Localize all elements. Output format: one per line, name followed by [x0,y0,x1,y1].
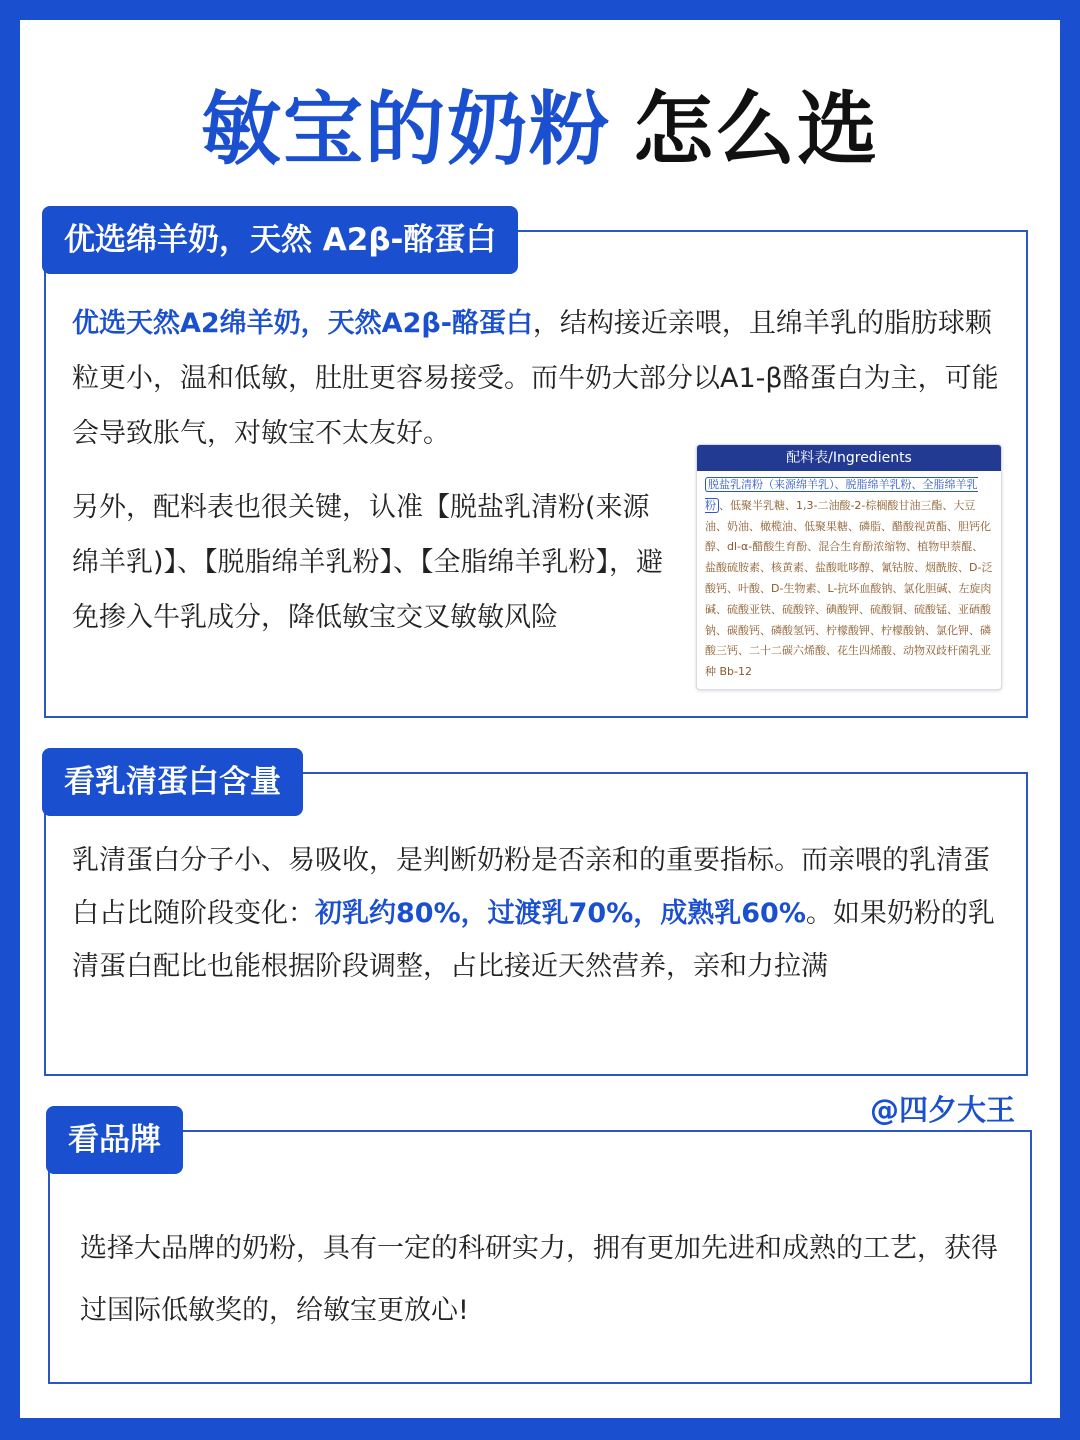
section-sheep-milk-paragraph-1 [72,296,1002,461]
title-dark-part: 怎么选 [633,83,879,176]
whey-highlight: 初乳约80%，过渡乳70%，成熟乳60% [315,898,806,929]
ingredients-list [697,471,1001,687]
section-whey-protein-paragraph [72,834,1004,993]
page-title [20,80,1060,180]
section-whey-protein-tab: 看乳清蛋白含量 [42,748,303,816]
ingredients-rest: 、低聚半乳糖、1,3-二油酸-2-棕榈酸甘油三酯、大豆油、奶油、橄榄油、低聚果糖、磷脂、醋酸视黄酯、胆钙化醇、dl-α-醋酸生育酚、混合生育酚浓缩物、植物甲萘醌、盐酸硫胺素、核黄素、盐酸吡哆醇、氰钴胺、烟酰胺、D-泛酸钙、叶酸、D-生物素、L-抗坏血酸钠、氯化胆碱、左旋肉碱、硫酸亚铁、硫酸锌、碘酸钾、硫酸铜、硫酸锰、亚硒酸钠、碳酸钙、磷酸氢钙、柠檬酸钾、柠檬酸钠、氯化钾、磷酸三钙、二十二碳六烯酸、花生四烯酸、动物双歧杆菌乳亚种 Bb-12 [705,498,993,679]
author-handle: @四夕大王 [870,1093,1016,1127]
ingredients-label-image [696,444,1002,690]
whey-text-a: 乳清蛋白分子小、易吸收，是判断奶粉是否亲和的重要指标。而亲喂的乳清蛋白占比随阶段变化： [72,845,990,929]
sheep-milk-highlight: 优选天然A2绵羊奶，天然A2β-酪蛋白 [72,308,533,339]
section-sheep-milk-paragraph-2: 另外，配料表也很关键，认准【脱盐乳清粉(来源绵羊乳)】、【脱脂绵羊乳粉】、【全脂绵羊乳粉】，避免掺入牛乳成分，降低敏宝交叉敏敏风险 [72,492,664,633]
section-brand-tab: 看品牌 [46,1106,183,1174]
section-sheep-milk-tab: 优选绵羊奶，天然 A2β-酪蛋白 [42,206,518,274]
sheep-milk-text: ，结构接近亲喂，且绵羊乳的脂肪球颗粒更小，温和低敏，肚肚更容易接受。而牛奶大部分以A1-β酪蛋白为主，可能会导致胀气，对敏宝不太友好。 [72,308,999,449]
section-brand-paragraph: 选择大品牌的奶粉，具有一定的科研实力，拥有更加先进和成熟的工艺，获得过国际低敏奖的，给敏宝更放心! [80,1233,998,1326]
title-blue-part: 敏宝的奶粉 [201,83,611,176]
page-card [20,20,1060,1418]
whey-text-b: 。如果奶粉的乳清蛋白配比也能根据阶段调整，占比接近天然营养，亲和力拉满 [72,898,995,982]
ingredients-header: 配料表/Ingredients [697,445,1001,471]
ingredients-highlighted: 脱盐乳清粉（来源绵羊乳）、脱脂绵羊乳粉、全脂绵羊乳粉 [705,478,978,512]
